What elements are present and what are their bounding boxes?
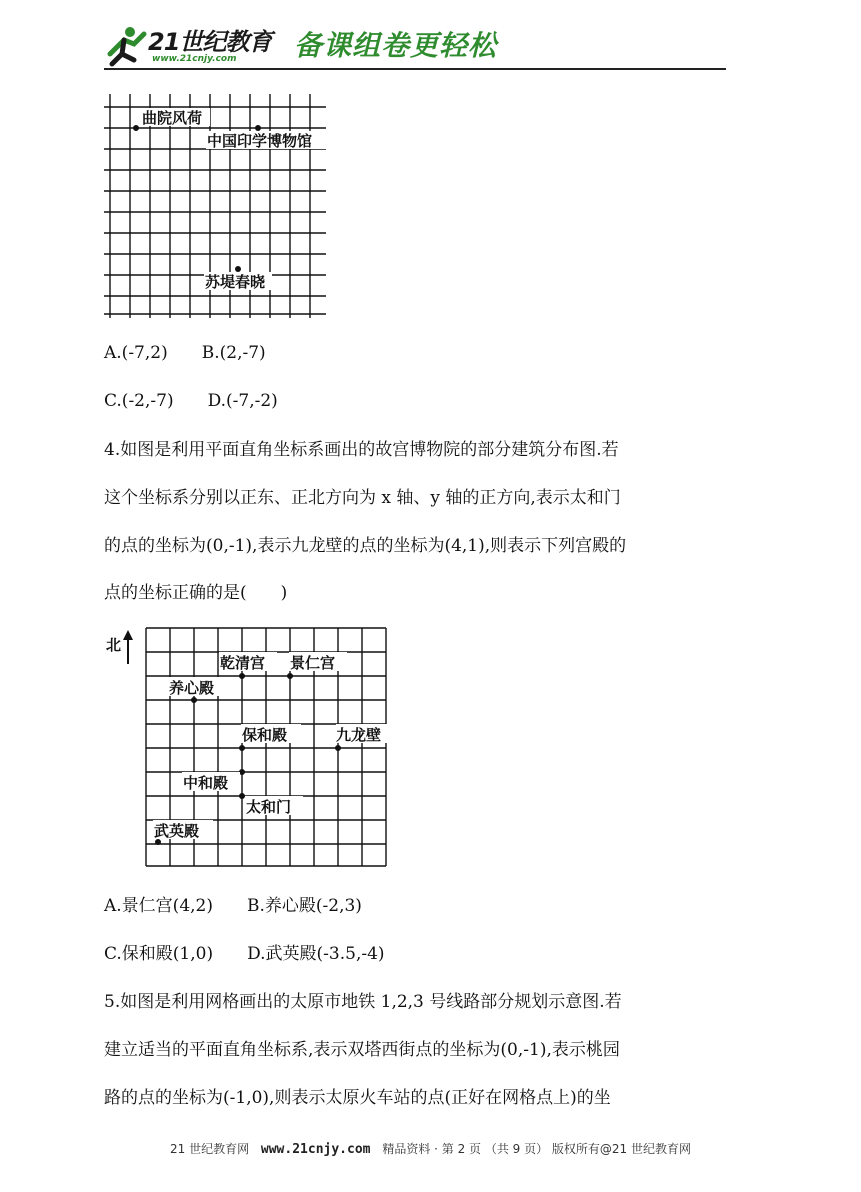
footer-page-info: 精品资料 · 第 2 页 （共 9 页） 版权所有@21 世纪教育网 (382, 1142, 691, 1156)
logo-url: www.21cnjy.com (152, 54, 237, 64)
page-header (104, 22, 726, 70)
north-label: 北 (106, 636, 122, 654)
q4-text-line-1: 4.如图是利用平面直角坐标系画出的故宫博物院的部分建筑分布图.若 (104, 440, 619, 460)
header-slogan: 备课组卷更轻松 (294, 29, 498, 62)
q5-text-line-2: 建立适当的平面直角坐标系,表示双塔西街点的坐标为(0,-1),表示桃园 (104, 1040, 620, 1060)
point-baohe (239, 745, 245, 751)
point-taihe (239, 793, 245, 799)
header-divider (104, 68, 726, 70)
runner-logo-icon (104, 24, 152, 68)
q4-options-row-2: C.保和殿(1,0) D.武英殿(-3.5,-4) (104, 944, 385, 964)
logo-text: 21世纪教育 (148, 28, 272, 56)
figure-grid-1 (100, 94, 330, 318)
page-footer (0, 1140, 861, 1157)
q4-text-line-4: 点的坐标正确的是( ) (104, 583, 288, 603)
point-yinxue (255, 125, 261, 131)
q5-text-line-3: 路的点的坐标为(-1,0),则表示太原火车站的点(正好在网格点上)的坐 (104, 1088, 611, 1108)
label-taihe: 太和门 (246, 798, 292, 816)
footer-url[interactable]: www.21cnjy.com (260, 1142, 371, 1157)
label-zhonghe: 中和殿 (183, 774, 229, 792)
point-sudi (235, 266, 241, 272)
point-jingren (287, 673, 293, 679)
figure-grid-2 (100, 620, 400, 872)
label-yinxue: 中国印学博物馆 (207, 132, 313, 150)
point-yangxin (191, 697, 197, 703)
point-jiulong (335, 745, 341, 751)
label-jingren: 景仁宫 (290, 654, 336, 672)
label-yangxin: 养心殿 (169, 679, 215, 697)
label-wuying: 武英殿 (154, 822, 200, 840)
point-qianqing (239, 673, 245, 679)
q5-text-line-1: 5.如图是利用网格画出的太原市地铁 1,2,3 号线路部分规划示意图.若 (104, 992, 622, 1012)
q3-options-row-1: A.(-7,2) B.(2,-7) (104, 343, 266, 363)
label-jiulong: 九龙壁 (336, 726, 382, 744)
label-quyuan: 曲院风荷 (142, 109, 203, 127)
label-baohe: 保和殿 (242, 726, 288, 744)
q4-text-line-2: 这个坐标系分别以正东、正北方向为 x 轴、y 轴的正方向,表示太和门 (104, 488, 621, 508)
q4-options-row-1: A.景仁宫(4,2) B.养心殿(-2,3) (104, 896, 362, 916)
q4-text-line-3: 的点的坐标为(0,-1),表示九龙壁的点的坐标为(4,1),则表示下列宫殿的 (104, 536, 627, 556)
label-sudi: 苏堤春晓 (205, 273, 266, 291)
label-qianqing: 乾清宫 (220, 654, 266, 672)
north-arrow-icon (123, 630, 133, 664)
point-quyuan (133, 125, 139, 131)
footer-site-name: 21 世纪教育网 (169, 1142, 250, 1156)
q3-options-row-2: C.(-2,-7) D.(-7,-2) (104, 391, 278, 411)
